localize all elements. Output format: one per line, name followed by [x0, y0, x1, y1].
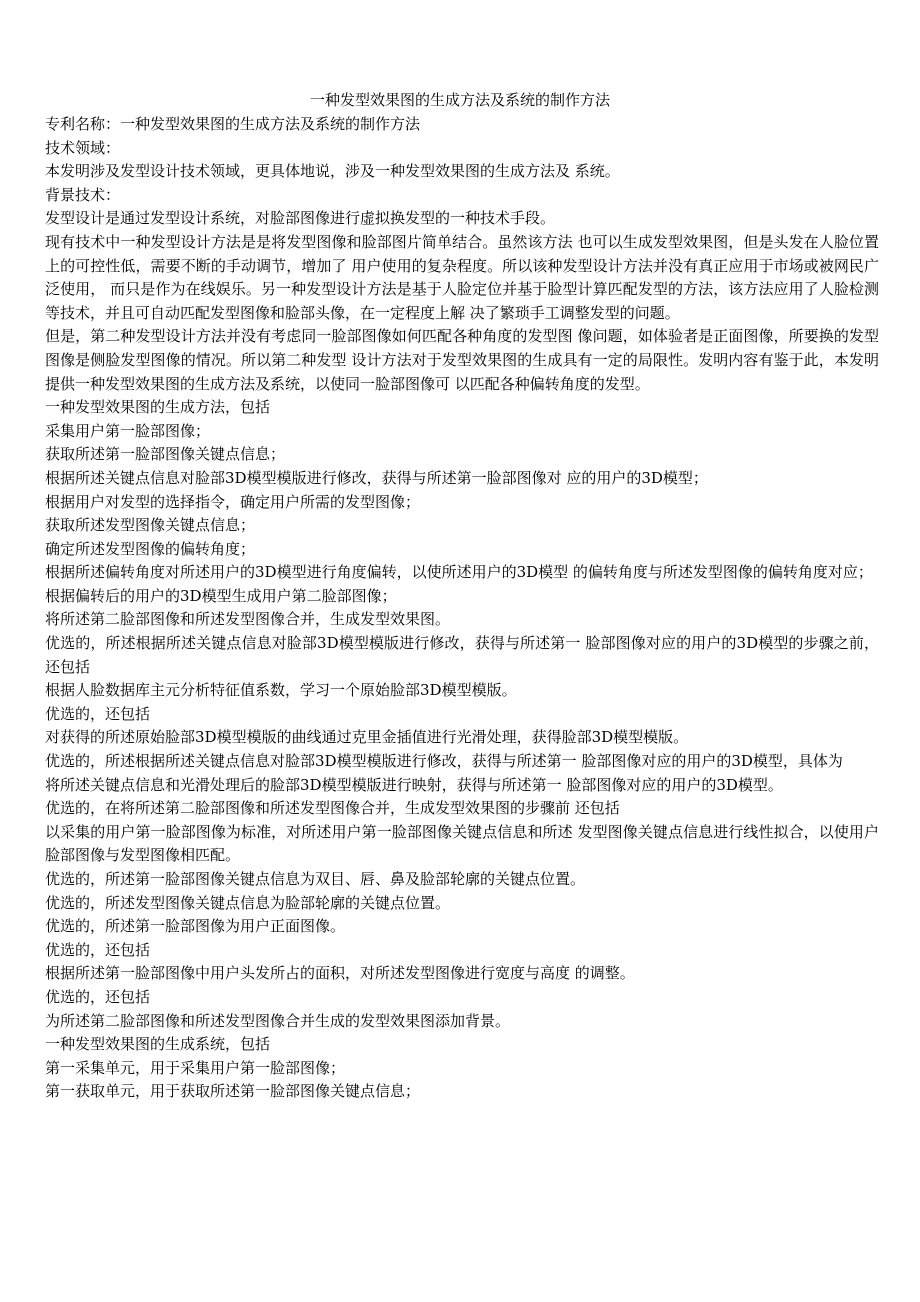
paragraph: 优选的，在将所述第二脸部图像和所述发型图像合并，生成发型效果图的步骤前 还包括	[45, 799, 620, 818]
paragraph: 为所述第二脸部图像和所述发型图像合并生成的发型效果图添加背景。	[45, 1011, 511, 1030]
paragraph: 优选的，所述根据所述关键点信息对脸部3D模型模版进行修改，获得与所述第一 脸部图像对应的用户的3D模型的步骤之前，还包括	[45, 634, 879, 676]
paragraph: 以采集的用户第一脸部图像为标准，对所述用户第一脸部图像关键点信息和所述 发型图像关键点信息进行线性拟合，以使用户脸部图像与发型图像相匹配。	[45, 822, 879, 865]
paragraph: 将所述第二脸部图像和所述发型图像合并，生成发型效果图。	[45, 610, 451, 629]
paragraph: 一种发型效果图的生成方法，包括	[45, 398, 271, 417]
paragraph: 根据所述第一脸部图像中用户头发所占的面积，对所述发型图像进行宽度与高度 的调整。	[45, 964, 635, 983]
paragraph: 优选的，所述发型图像关键点信息为脸部轮廓的关键点位置。	[45, 893, 451, 912]
paragraph: 采集用户第一脸部图像；	[45, 421, 211, 440]
paragraph: 本发明涉及发型设计技术领域，更具体地说，涉及一种发型效果图的生成方法及 系统。	[45, 162, 620, 181]
paragraph: 优选的，所述第一脸部图像关键点信息为双目、唇、鼻及脸部轮廓的关键点位置。	[45, 870, 586, 888]
paragraph: 现有技术中一种发型设计方法是是将发型图像和脸部图片简单结合。虽然该方法 也可以生成发型效果图，但是头发在人脸位置上的可控性低，需要不断的手动调节，增加了 用户使用的复杂程度。所以该种发型设计方法并没有真正应用于市场或被网民广泛使用， 而只是作为在线娱乐。另一种发型设计方法是基于人脸定位并基于脸型计算匹配发型的方法，该方法应用了人脸检测等技术，并且可自动匹配发型图像和脸部头像，在一定程度上解 决了繁琐手工调整发型的问题。	[45, 232, 879, 322]
paragraph: 将所述关键点信息和光滑处理后的脸部3D模型模版进行映射，获得与所述第一 脸部图像对应的用户的3D模型。	[45, 775, 783, 794]
paragraph-patent-name: 专利名称：一种发型效果图的生成方法及系统的制作方法	[45, 115, 421, 133]
paragraph: 一种发型效果图的生成系统，包括	[45, 1035, 271, 1054]
heading-background: 背景技术：	[45, 185, 121, 204]
paragraph: 根据用户对发型的选择指令，确定用户所需的发型图像；	[45, 492, 421, 511]
paragraph: 根据人脸数据库主元分析特征值系数，学习一个原始脸部3D模型模版。	[45, 681, 517, 700]
heading-technical-field: 技术领域：	[45, 138, 121, 157]
paragraph: 第一获取单元，用于获取所述第一脸部图像关键点信息；	[45, 1082, 421, 1101]
paragraph: 优选的，还包括	[45, 987, 151, 1006]
paragraph: 优选的，还包括	[45, 704, 151, 723]
paragraph: 优选的，还包括	[45, 940, 151, 959]
paragraph: 根据偏转后的用户的3D模型生成用户第二脸部图像；	[45, 586, 397, 605]
paragraph: 获取所述第一脸部图像关键点信息；	[45, 445, 286, 464]
paragraph: 但是，第二种发型设计方法并没有考虑同一脸部图像如何匹配各种角度的发型图 像问题，如体验者是正面图像，所要换的发型图像是侧脸发型图像的情况。所以第二种发型 设计方法对于发型效果图的生成具有一定的局限性。发明内容有鉴于此，本发明提供一种发型效果图的生成方法及系统，以使同一脸部图像可 以匹配各种偏转角度的发型。	[45, 327, 879, 393]
paragraph: 第一采集单元，用于采集用户第一脸部图像；	[45, 1058, 346, 1077]
paragraph: 对获得的所述原始脸部3D模型模版的曲线通过克里金插值进行光滑处理，获得脸部3D模型模版。	[45, 728, 689, 747]
document-title: 一种发型效果图的生成方法及系统的制作方法	[309, 91, 610, 109]
paragraph: 获取所述发型图像关键点信息；	[45, 516, 256, 535]
paragraph: 根据所述关键点信息对脸部3D模型模版进行修改，获得与所述第一脸部图像对 应的用户的3D模型；	[45, 468, 708, 487]
paragraph: 发型设计是通过发型设计系统，对脸部图像进行虚拟换发型的一种技术手段。	[45, 209, 556, 228]
paragraph: 确定所述发型图像的偏转角度；	[45, 539, 256, 558]
paragraph: 优选的，所述根据所述关键点信息对脸部3D模型模版进行修改，获得与所述第一 脸部图像对应的用户的3D模型，具体为	[45, 752, 843, 771]
document-body	[45, 113, 879, 1104]
paragraph: 根据所述偏转角度对所述用户的3D模型进行角度偏转，以使所述用户的3D模型 的偏转角度与所述发型图像的偏转角度对应；	[45, 563, 873, 582]
paragraph: 优选的，所述第一脸部图像为用户正面图像。	[45, 917, 346, 936]
